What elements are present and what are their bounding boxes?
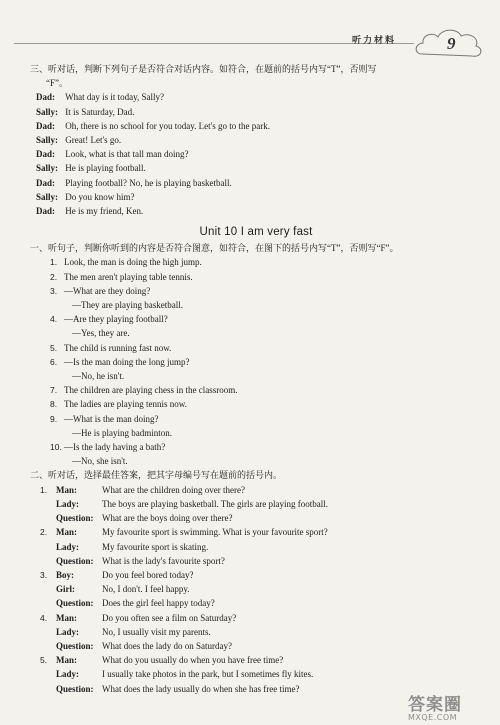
speaker-label: Dad: [36, 92, 56, 103]
dialogue-text: Playing football? No, he is playing basketball. [65, 177, 232, 188]
item-number: 3. [50, 285, 58, 296]
header-title: 听力材料 [352, 36, 397, 46]
dialogue-text: What day is it today, Sally? [65, 92, 164, 103]
dialogue-text: What does the lady do on Saturday? [102, 640, 232, 651]
dialogue-text: Do you feel bored today? [102, 569, 194, 580]
item-number: 3. [40, 569, 48, 580]
dialogue-text: Look, what is that tall man doing? [65, 149, 189, 160]
item-text: Look, the man is doing the high jump. [64, 257, 202, 268]
dialogue-text: Great! Let's go. [65, 135, 122, 146]
unit-title: Unit 10 I am very fast [199, 226, 313, 239]
list-item [36, 284, 476, 298]
item-number: 2. [50, 271, 58, 282]
list-item [36, 639, 476, 653]
page-header [0, 0, 500, 62]
watermark-url: MXQE.COM [408, 713, 458, 722]
list-item [36, 270, 476, 284]
list-item [36, 369, 476, 383]
item-text: —He is playing badminton. [72, 427, 172, 438]
dialogue-text: Oh, there is no school for you today. Let's go to the park. [65, 120, 270, 131]
list-item [36, 298, 476, 312]
item-number: 4. [50, 314, 58, 325]
dialogue-text: The boys are playing basketball. The girls are playing football. [102, 498, 329, 509]
speaker-label: Question: [56, 555, 94, 566]
list-item [36, 625, 476, 639]
section-three-instruction: 三、听对话，判断下列句子是否符合对话内容。如符合，在题前的括号内写“T”，否则写 [30, 64, 377, 74]
list-item [36, 454, 476, 468]
speaker-label: Lady: [56, 541, 80, 552]
speaker-label: Dad: [36, 120, 56, 131]
dialogue-text: My favourite sport is swimming. What is your favourite sport? [102, 527, 328, 538]
watermark-logo: 答案圈 [408, 695, 462, 715]
item-text: The children are playing chess in the classroom. [64, 385, 238, 396]
list-item [36, 511, 476, 525]
list-item [36, 525, 476, 539]
page-content [30, 62, 476, 696]
speaker-label: Girl: [56, 584, 75, 595]
item-text: —What are they doing? [64, 285, 151, 296]
item-text: —No, he isn't. [72, 371, 125, 382]
speaker-label: Dad: [36, 149, 56, 160]
dialogue-line [36, 176, 476, 190]
speaker-label: Question: [56, 513, 94, 524]
item-text: —They are playing basketball. [72, 300, 183, 311]
section-three-instruction-cont: “F”。 [46, 78, 68, 89]
list-item [36, 653, 476, 667]
dialogue-text: Does the girl feel happy today? [102, 598, 215, 609]
dialogue-text: It is Saturday, Dad. [65, 106, 135, 117]
page-number: 9 [447, 34, 456, 53]
dialogue-text: What do you usually do when you have free time? [102, 655, 284, 666]
list-item [36, 582, 476, 596]
item-number: 10. [50, 442, 62, 453]
dialogue-text: Do you often see a film on Saturday? [102, 612, 237, 623]
list-item [36, 568, 476, 582]
dialogue-line [36, 119, 476, 133]
item-number: 4. [40, 612, 48, 623]
item-number: 5. [40, 655, 48, 666]
dialogue-line [36, 90, 476, 104]
part-two-instruction: 二、听对话，选择最佳答案，把其字母编号写在题前的括号内。 [30, 470, 283, 481]
item-number: 9. [50, 413, 58, 424]
item-text: —Are they playing football? [64, 314, 168, 325]
speaker-label: Man: [56, 655, 77, 666]
list-item [36, 412, 476, 426]
part-one-items [36, 255, 476, 468]
dialogue-text: He is my friend, Ken. [65, 206, 144, 217]
list-item [36, 440, 476, 454]
dialogue-line [36, 161, 476, 175]
speaker-label: Man: [56, 484, 77, 495]
speaker-label: Boy: [56, 569, 74, 580]
item-text: —Is the man doing the long jump? [64, 356, 190, 367]
dialogue-text: He is playing football. [65, 163, 146, 174]
speaker-label: Sally: [36, 191, 59, 202]
item-number: 5. [50, 342, 58, 353]
part-one-instruction: 一、听句子，判断你听到的内容是否符合图意，如符合，在图下的括号内写“T”，否则写“F”。 [30, 243, 399, 254]
item-number: 1. [40, 484, 48, 495]
list-item [36, 497, 476, 511]
dialogue-line [36, 105, 476, 119]
watermark [408, 690, 462, 722]
speaker-label: Lady: [56, 669, 80, 680]
item-number: 7. [50, 385, 58, 396]
list-item [36, 667, 476, 681]
list-item [36, 596, 476, 610]
speaker-label: Dad: [36, 177, 56, 188]
item-number: 6. [50, 356, 58, 367]
item-number: 2. [40, 527, 48, 538]
item-text: —What is the man doing? [64, 413, 159, 424]
dialogue-text: Do you know him? [65, 191, 135, 202]
list-item [36, 540, 476, 554]
list-item [36, 383, 476, 397]
speaker-label: Sally: [36, 163, 59, 174]
speaker-label: Question: [56, 640, 94, 651]
item-number: 1. [50, 257, 58, 268]
item-number: 8. [50, 399, 58, 410]
speaker-label: Sally: [36, 106, 59, 117]
dialogue-text: What is the lady's favourite sport? [102, 555, 225, 566]
list-item [36, 255, 476, 269]
part-one [30, 241, 476, 468]
speaker-label: Lady: [56, 498, 80, 509]
section-three [30, 62, 476, 218]
item-text: —Yes, they are. [72, 328, 130, 339]
item-text: The ladies are playing tennis now. [64, 399, 187, 410]
dialogue-text: What are the boys doing over there? [102, 513, 233, 524]
dialogue-text: No, I usually visit my parents. [102, 626, 211, 637]
part-two [30, 468, 476, 695]
dialogue-line [36, 133, 476, 147]
list-item [36, 397, 476, 411]
list-item [36, 426, 476, 440]
part-two-items [36, 483, 476, 696]
list-item [36, 341, 476, 355]
list-item [36, 326, 476, 340]
list-item [36, 554, 476, 568]
dialogue-line [36, 147, 476, 161]
item-text: The child is running fast now. [64, 342, 172, 353]
list-item [36, 312, 476, 326]
speaker-label: Man: [56, 612, 77, 623]
speaker-label: Sally: [36, 135, 59, 146]
item-text: The men aren't playing table tennis. [64, 271, 193, 282]
speaker-label: Dad: [36, 206, 56, 217]
dialogue-text: What are the children doing over there? [102, 484, 245, 495]
dialogue-text: My favourite sport is skating. [102, 541, 209, 552]
list-item [36, 611, 476, 625]
dialogue-text: What does the lady usually do when she has free time? [102, 683, 300, 694]
list-item [36, 483, 476, 497]
speaker-label: Question: [56, 683, 94, 694]
speaker-label: Man: [56, 527, 77, 538]
speaker-label: Lady: [56, 626, 80, 637]
speaker-label: Question: [56, 598, 94, 609]
dialogue-line [36, 204, 476, 218]
dialogue-line [36, 190, 476, 204]
item-text: —No, she isn't. [72, 456, 128, 467]
dialogue-text: No, I don't. I feel happy. [102, 584, 190, 595]
list-item [36, 355, 476, 369]
dialogue [36, 90, 476, 218]
item-text: —Is the lady having a bath? [64, 442, 166, 453]
dialogue-text: I usually take photos in the park, but I sometimes fly kites. [102, 669, 314, 680]
